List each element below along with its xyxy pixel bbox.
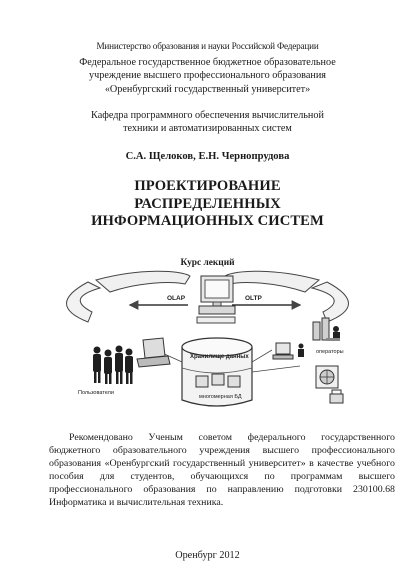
printer-icon (330, 390, 343, 403)
title-line-1: ПРОЕКТИРОВАНИЕ (134, 178, 281, 194)
connector-line (252, 366, 300, 372)
recommendation-paragraph: Рекомендовано Ученым советом федерального государственного бюджетного образовательного учреждения высшего профессионального образования «Оренбургский государственный университет» в качестве учебного пособия для студентов, обучающихся по программам высшего профессионального образования по направлению подготовки 230100.68 Информатика и вычислительная техника. (49, 432, 395, 509)
department-line-1: Кафедра программного обеспечения вычислительной (91, 110, 324, 121)
central-computer-icon (197, 276, 235, 323)
warehouse-label: Хранилище данных (190, 354, 249, 360)
laptop-icon (137, 338, 170, 367)
oltp-label: OLTP (245, 295, 262, 302)
connector-line (252, 350, 272, 362)
operators-label: операторы (316, 349, 344, 355)
operator-workstation-icon (273, 343, 304, 359)
server-icon (313, 318, 329, 340)
globe-icon (316, 366, 338, 388)
olap-label: OLAP (167, 295, 186, 302)
ministry-line: Министерство образования и науки Российской Федерации (96, 41, 319, 51)
university-line-3: «Оренбургский государственный университет» (104, 83, 311, 95)
title-line-2: РАСПРЕДЕЛЕННЫХ (134, 195, 281, 212)
users-label: Пользователи (78, 390, 114, 396)
authors: С.А. Щелоков, Е.Н. Чернопрудова (125, 151, 290, 162)
city-year: Оренбург 2012 (175, 550, 240, 561)
university-line-1: Федеральное государственное бюджетное образовательное (79, 57, 336, 68)
department-line-2: техники и автоматизированных систем (123, 123, 292, 135)
university-line-2: учреждение высшего профессионального образования (89, 70, 326, 82)
title-line-3: ИНФОРМАЦИОННЫХ СИСТЕМ (91, 213, 324, 230)
multidim-db-label: многомерная БД (199, 394, 242, 400)
cubes-icon (196, 374, 240, 387)
right-cycle-arrow (225, 271, 349, 322)
subtitle: Курс лекций (180, 258, 235, 268)
users-icon (93, 346, 133, 385)
